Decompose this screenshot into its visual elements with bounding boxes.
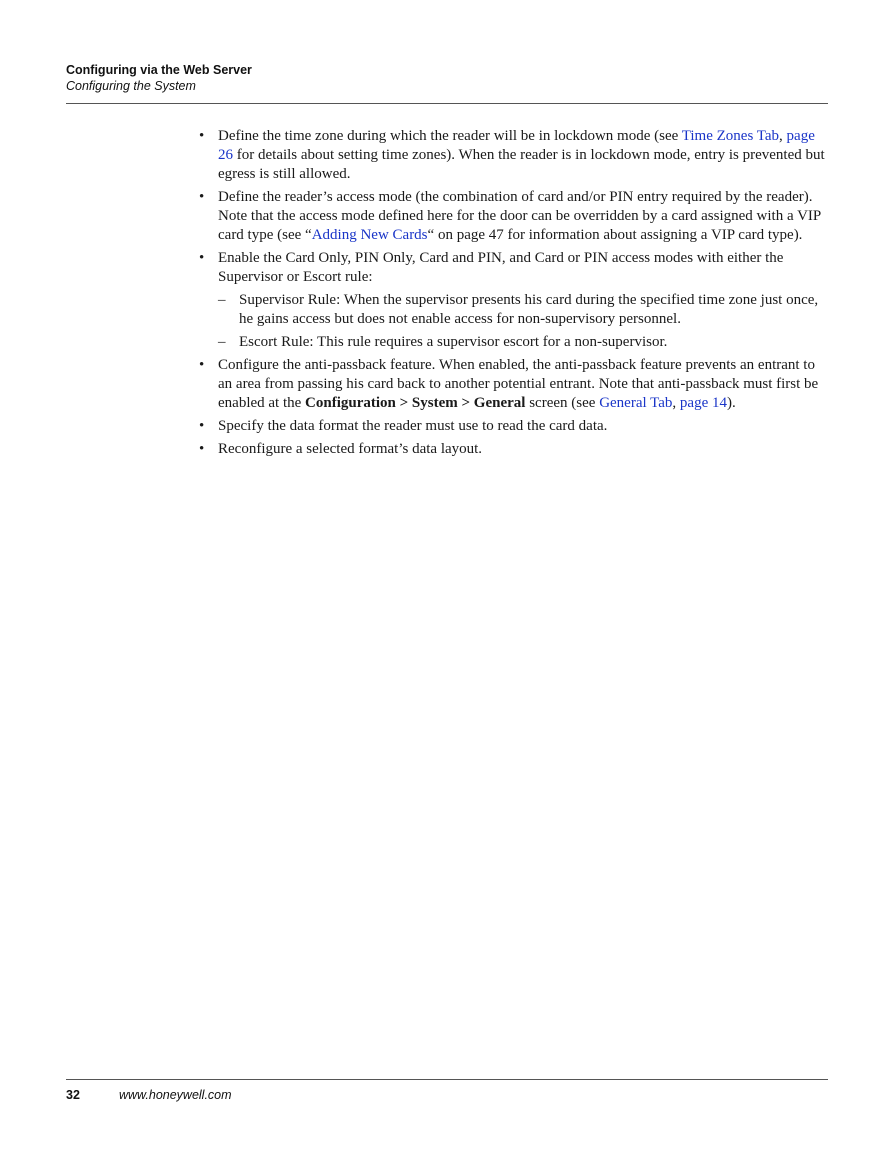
- link-adding-new-cards[interactable]: Adding New Cards: [311, 227, 428, 243]
- text: Configure the anti-passback feature. When enabled, the anti-passback feature prevents an entrant to an area from passing his card back to another potential entrant. Note that anti-passback must first be enabled at the: [218, 357, 819, 411]
- header-title: Configuring via the Web Server: [66, 63, 252, 77]
- link-page-26[interactable]: page 26: [218, 128, 815, 163]
- page-number: 32: [66, 1088, 80, 1102]
- text: “ on page 47 for information about assigning a VIP card type).: [427, 227, 803, 243]
- text: ,: [672, 395, 680, 411]
- bullet-item-lockdown: [196, 127, 828, 184]
- bullet-item-access-mode: [196, 188, 828, 245]
- text: Enable the Card Only, PIN Only, Card and PIN, and Card or PIN access modes with either the Supervisor or Escort rule:: [218, 250, 784, 285]
- header-subtitle: Configuring the System: [66, 79, 196, 93]
- page-header: [66, 62, 828, 94]
- text: Specify the data format the reader must use to read the card data.: [218, 418, 608, 434]
- header-rule: [66, 103, 828, 104]
- bullet-item-supervisor-escort: [196, 249, 828, 352]
- footer-rule: [66, 1079, 828, 1080]
- bullet-item-data-format: [196, 417, 828, 436]
- link-page-14[interactable]: page 14: [679, 395, 727, 411]
- sub-list: [218, 291, 828, 352]
- bullet-item-anti-passback: [196, 356, 828, 413]
- bold-menu-path: Configuration > System > General: [305, 395, 526, 411]
- sub-item-escort-rule: – Escort Rule: This rule requires a supervisor escort for a non-supervisor.: [218, 333, 828, 352]
- text: Define the time zone during which the reader will be in lockdown mode (see: [218, 128, 682, 144]
- text: ,: [779, 128, 787, 144]
- footer-url: www.honeywell.com: [119, 1088, 232, 1102]
- text: Reconfigure a selected format’s data layout.: [218, 441, 483, 457]
- bullet-list: [196, 127, 828, 459]
- sub-item-supervisor-rule: – Supervisor Rule: When the supervisor presents his card during the specified time zone just once, he gains access but does not enable access for non-supervisory personnel.: [218, 291, 828, 329]
- text: ).: [727, 395, 736, 411]
- body-content: [196, 127, 828, 463]
- link-general-tab[interactable]: General Tab: [599, 395, 673, 411]
- link-time-zones-tab[interactable]: Time Zones Tab: [681, 128, 780, 144]
- text: screen (see: [525, 395, 600, 411]
- bullet-item-data-layout: [196, 440, 828, 459]
- text: for details about setting time zones). When the reader is in lockdown mode, entry is prevented but egress is still allowed.: [218, 147, 825, 182]
- text: Define the reader’s access mode (the combination of card and/or PIN entry required by the reader). Note that the access mode defined here for the door can be overridden by a card assigned with a VIP card type (see “: [218, 189, 821, 243]
